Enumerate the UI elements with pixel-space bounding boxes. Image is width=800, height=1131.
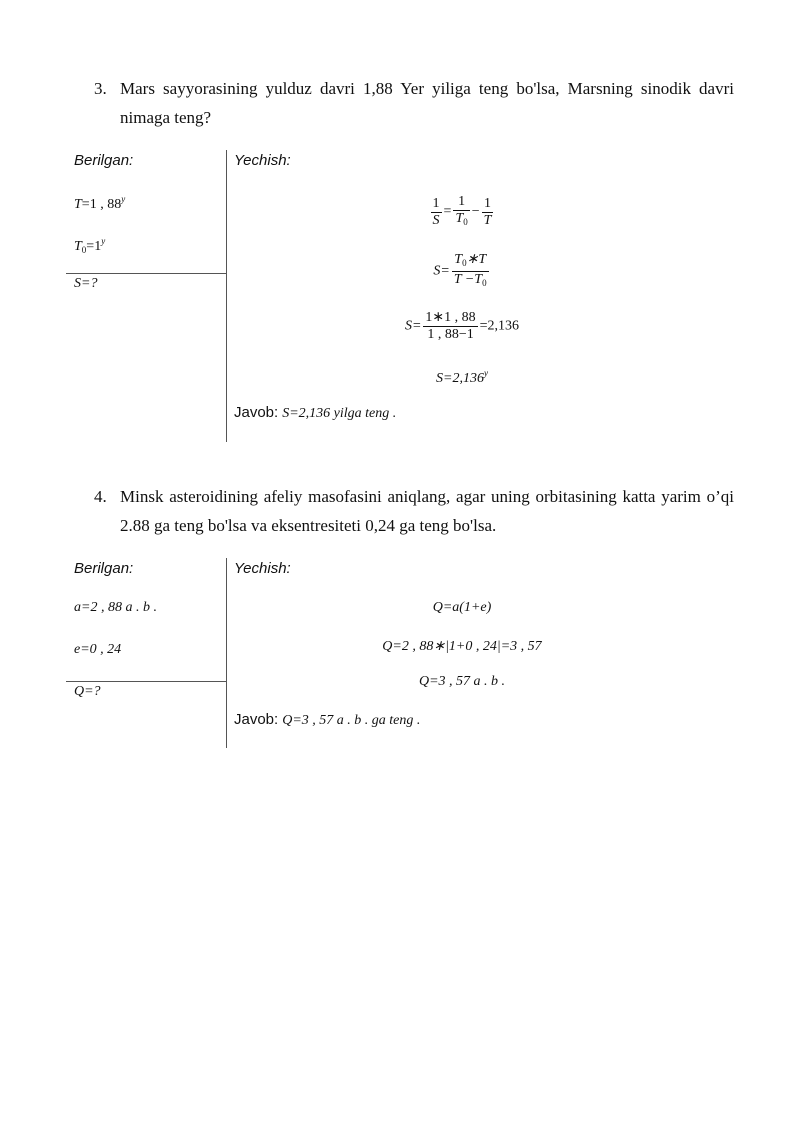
given-label: Berilgan:: [74, 560, 134, 577]
formula-Q-numeric: Q=2 , 88∗|1+0 , 24|=3 , 57: [382, 639, 542, 654]
problem-number: 3.: [94, 79, 107, 98]
formula-reciprocal: $\frac{1}{S}$ = $\frac{1}{T_0}$ − $\frac{1}{T}$: [432, 194, 492, 228]
formula-Q-general: Q=a(1+e): [432, 600, 492, 615]
find-Q: Q=?: [74, 684, 101, 699]
given-e: e=0 , 24: [74, 642, 122, 657]
given-divider: [66, 273, 226, 274]
formula-S-result: $S=2,136^y$: [436, 368, 488, 386]
formula-S-numeric: S= $\frac{1∗1 , 88}{1 , 88-1}$ =2,136: [404, 310, 520, 342]
given-T: T=1 , 88$^y$: [74, 194, 126, 212]
problem-text: Minsk asteroidining afeliy masofasini aniqlang, agar uning orbitasining katta yarim o’qi 2.88 ga teng bo'lsa va eksentresiteti 0,24 ga teng bo'lsa.: [120, 487, 734, 535]
given-divider: [66, 681, 226, 682]
solution-label: Yechish:: [234, 560, 291, 577]
table-divider: [226, 558, 227, 748]
answer-3: Javob: S=2,136 yilga teng .: [234, 404, 397, 421]
given-a: a=2 , 88 a . b .: [74, 600, 157, 615]
formula-Q-result: Q=3 , 57 a . b .: [418, 674, 506, 689]
given-T0: $T_0=1^y$: [74, 236, 106, 255]
problem-4: [94, 482, 734, 540]
formula-S-general: S= $\frac{T_0∗T}{T -T_0}$: [433, 252, 487, 288]
find-S: S=?: [74, 276, 98, 291]
problem-3: [94, 74, 734, 132]
solution-label: Yechish:: [234, 152, 291, 169]
problem-number: 4.: [94, 487, 107, 506]
given-label: Berilgan:: [74, 152, 134, 169]
problem-text: Mars sayyorasining yulduz davri 1,88 Yer yiliga teng bo'lsa, Marsning sinodik davri nimaga teng?: [120, 79, 734, 127]
table-divider: [226, 150, 227, 442]
answer-4: Javob: Q=3 , 57 a . b . ga teng .: [234, 711, 421, 728]
